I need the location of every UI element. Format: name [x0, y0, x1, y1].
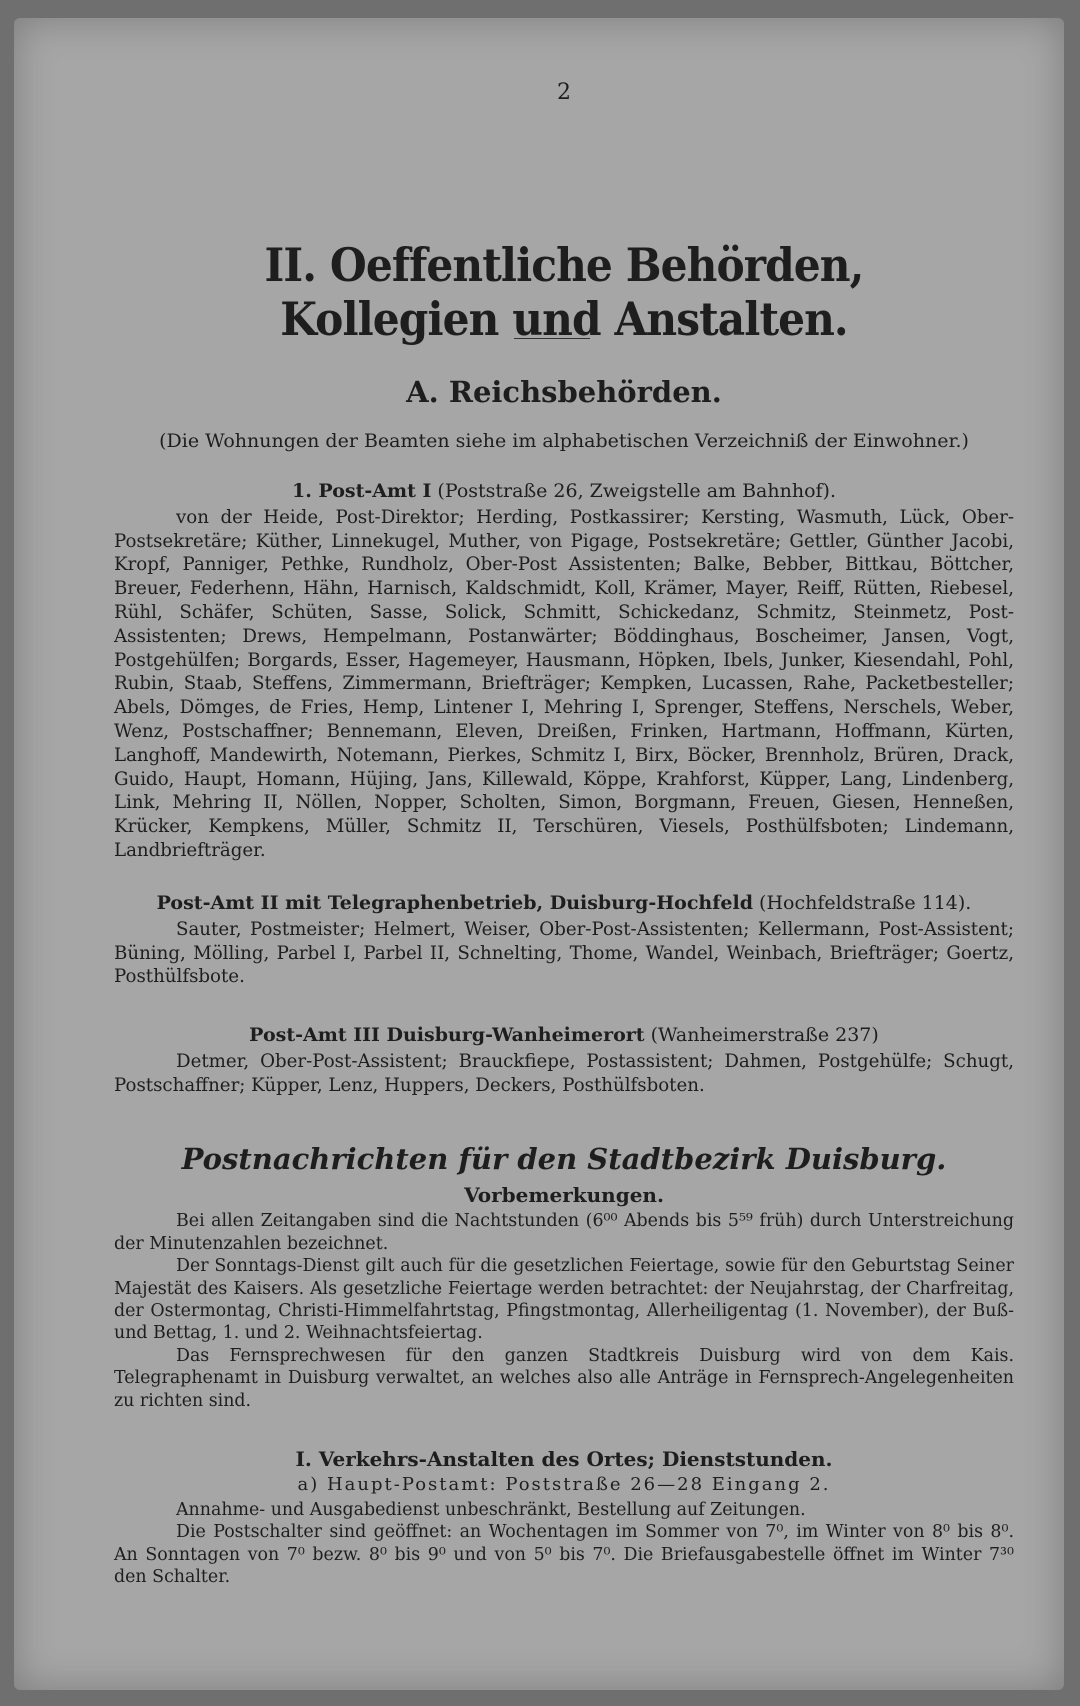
haupt-postamt-subheading: a) Haupt-Postamt: Poststraße 26—28 Eingang 2.	[297, 1474, 831, 1496]
post-amt-2-heading	[114, 892, 1014, 916]
post-amt-1-block	[114, 480, 1014, 863]
section-a-note: (Die Wohnungen der Beamten siehe im alphabetischen Verzeichniß der Einwohner.)	[159, 430, 969, 452]
post-amt-3-text: Detmer, Ober-Post-Assistent; Brauckfiepe, Postassistent; Dahmen, Postgehülfe; Schugt, Postschaffner; Küpper, Lenz, Huppers, Deckers, Posthülfsboten.	[114, 1050, 1014, 1096]
post-amt-3-address: (Wanheimerstraße 237)	[650, 1024, 879, 1046]
post-amt-1-heading	[114, 480, 1014, 504]
document-page	[14, 18, 1064, 1690]
verkehrs-anstalten-p2: Die Postschalter sind geöffnet: an Wochentagen im Sommer von 7⁰, im Winter von 8⁰ bis 8⁰. An Sonntagen von 7⁰ bezw. 8⁰ bis 9⁰ und von 5⁰ bis 7⁰. Die Briefausgabestelle öffnet im Winter 7³⁰ den Schalter.	[114, 1522, 1014, 1588]
post-amt-1-label: 1. Post-Amt I	[291, 480, 432, 502]
post-amt-3-block	[114, 1024, 1014, 1097]
post-amt-1-text: von der Heide, Post-Direktor; Herding, Postkassirer; Kersting, Wasmuth, Lück, Ober-Postsekretäre; Küther, Linnekugel, Muther, von Pigage, Postsekretäre; Gettler, Günther Jacobi, Kropf, Panniger, Pethke, Rundholz, Ober-Post Assistenten; Balke, Bebber, Bittkau, Böttcher, Breuer, Federhenn, Hähn, Harnisch, Kaldschmidt, Koll, Krämer, Mayer, Reiff, Rütten, Riebesel, Rühl, Schäfer, Schüten, Sasse, Solick, Schmitt, Schickedanz, Schmitz, Steinmetz, Post-Assistenten; Drews, Hempelmann, Postanwärter; Böddinghaus, Boscheimer, Jansen, Vogt, Postgehülfen; Borgards, Esser, Hagemeyer, Hausmann, Höpken, Ibels, Junker, Kiesendahl, Pohl, Rubin, Staab, Steffens, Zimmermann, Briefträger; Kempken, Lucassen, Rahe, Packetbesteller; Abels, Dömges, de Fries, Hemp, Lintener I, Mehring I, Sprenger, Steffens, Nerschels, Weber, Wenz, Postschaffner; Bennemann, Eleven, Dreißen, Frinken, Hartmann, Hoffmann, Kürten, Langhoff, Mandewirth, Notemann, Pierkes, Schmitz I, Birx, Böcker, Brennholz, Brüren, Drack, Guido, Haupt, Homann, Hüjing, Jans, Killewald, Köppe, Krahforst, Küpper, Lang, Lindenberg, Link, Mehring II, Nöllen, Nopper, Scholten, Simon, Borgmann, Freuen, Giesen, Henneßen, Krücker, Kempkens, Müller, Schmitz II, Terschüren, Viesels, Posthülfsboten; Lindemann, Landbriefträger.	[114, 506, 1014, 861]
post-amt-3-heading	[114, 1024, 1014, 1048]
vorbemerkungen-block	[114, 1184, 1014, 1412]
post-amt-2-block	[114, 892, 1014, 989]
page-number: 2	[557, 80, 571, 105]
vorbemerkungen-heading: Vorbemerkungen.	[464, 1183, 664, 1207]
chapter-title: II. Oeffentliche Behörden, Kollegien und Anstalten.	[264, 238, 864, 346]
post-amt-2-address: (Hochfeldstraße 114).	[759, 892, 972, 914]
vorbemerkungen-p1: Bei allen Zeitangaben sind die Nachtstunden (6⁰⁰ Abends bis 5⁵⁹ früh) durch Unterstreichung der Minutenzahlen bezeichnet.	[114, 1211, 1014, 1254]
verkehrs-anstalten-p1: Annahme- und Ausgabedienst unbeschränkt, Bestellung auf Zeitungen.	[176, 1499, 806, 1520]
post-amt-2-text: Sauter, Postmeister; Helmert, Weiser, Ober-Post-Assistenten; Kellermann, Post-Assistent; Büning, Mölling, Parbel I, Parbel II, Schnelting, Thome, Wandel, Weinbach, Briefträger; Goertz, Posthülfsbote.	[114, 918, 1014, 988]
verkehrs-anstalten-block	[114, 1448, 1014, 1588]
vorbemerkungen-p2: Der Sonntags-Dienst gilt auch für die gesetzlichen Feiertage, sowie für den Geburtstag Seiner Majestät des Kaisers. Als gesetzliche Feiertage werden betrachtet: der Neujahrstag, der Charfreitag, der Ostermontag, Christi-Himmelfahrtstag, Pfingstmontag, Allerheiligentag (1. November), der Buß- und Bettag, 1. und 2. Weihnachtsfeiertag.	[114, 1256, 1014, 1344]
divider-rule	[514, 338, 590, 339]
post-amt-1-address: (Poststraße 26, Zweigstelle am Bahnhof).	[437, 480, 837, 502]
postnachrichten-title: Postnachrichten für den Stadtbezirk Duisburg.	[181, 1142, 947, 1176]
post-amt-3-label: Post-Amt III Duisburg-Wanheimerort	[249, 1024, 645, 1046]
post-amt-2-label: Post-Amt II mit Telegraphenbetrieb, Duisburg-Hochfeld	[156, 892, 753, 914]
vorbemerkungen-p3: Das Fernsprechwesen für den ganzen Stadtkreis Duisburg wird von dem Kais. Telegraphenamt in Duisburg verwaltet, an welches also alle Anträge in Fernsprech-Angelegenheiten zu richten sind.	[114, 1345, 1014, 1411]
section-a-title: A. Reichsbehörden.	[406, 375, 722, 409]
verkehrs-anstalten-heading: I. Verkehrs-Anstalten des Ortes; Dienststunden.	[295, 1447, 833, 1471]
